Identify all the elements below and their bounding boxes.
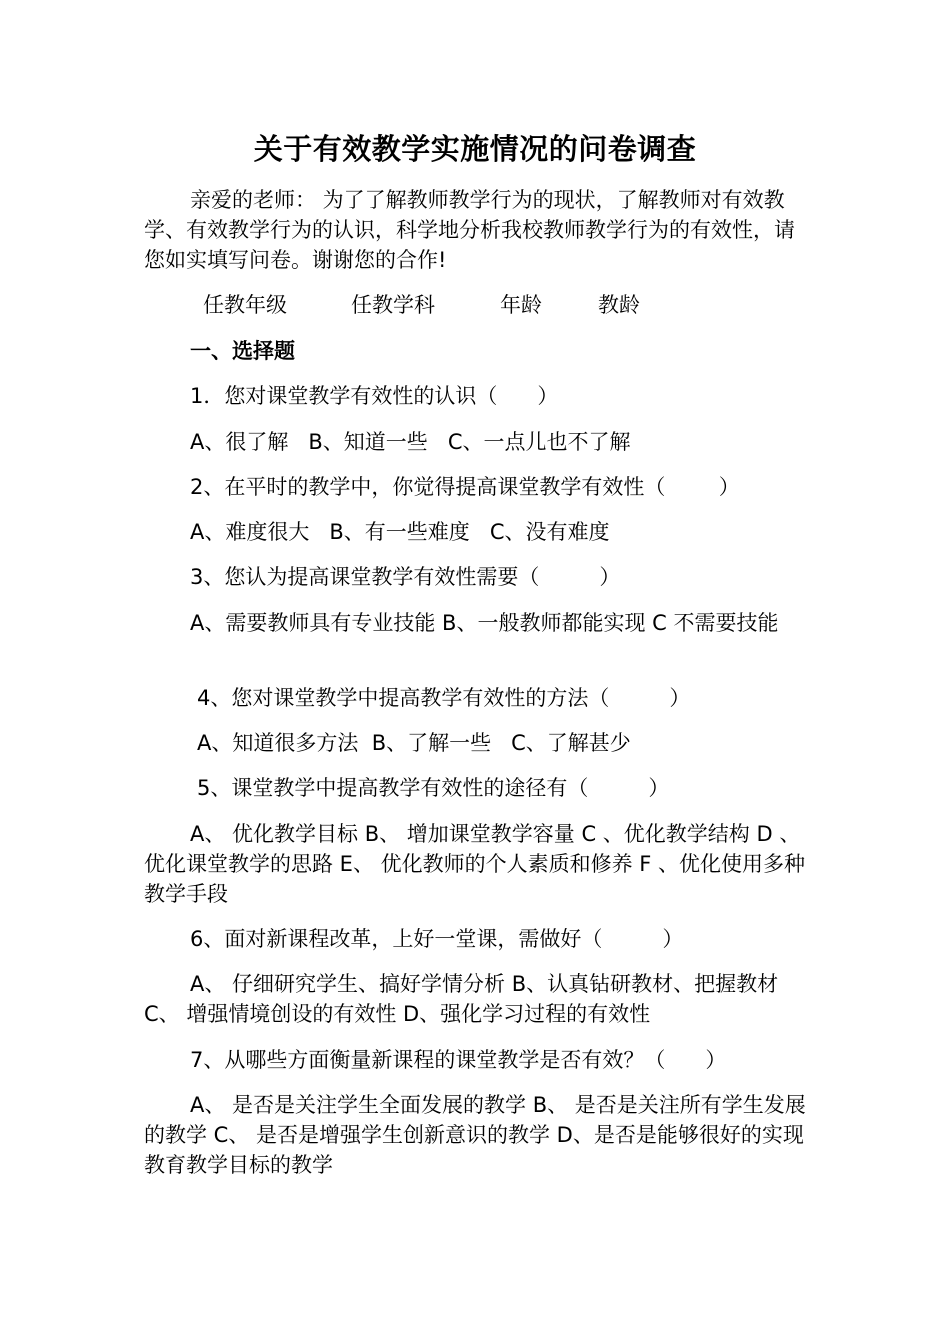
page-title: 关于有效教学实施情况的问卷调查 [253,132,697,166]
info-field-age: 年龄 [500,293,542,317]
question-4-options: A、知道很多方法 B、了解一些 C、了解甚少 [197,731,631,755]
question-1-options: A、很了解 B、知道一些 C、一点儿也不了解 [190,430,631,454]
question-5: 5、课堂教学中提高教学有效性的途径有（ ） [197,776,670,800]
info-fields-row [0,290,950,320]
question-1: 1．您对课堂教学有效性的认识（ ） [190,384,559,408]
question-6: 6、面对新课程改革，上好一堂课，需做好（ ） [190,927,684,951]
question-3-options: A、需要教师具有专业技能 B、一般教师都能实现 C 不需要技能 [190,611,779,635]
info-field-subject: 任教学科 [351,293,435,317]
intro-paragraph: 亲爱的老师： 为了了解教师教学行为的现状，了解教师对有效教学、有效教学行为的认识，科学地分析我校教师教学行为的有效性，请您如实填写问卷。谢谢您的合作! [144,188,795,272]
question-2: 2、在平时的教学中，你觉得提高课堂教学有效性（ ） [190,475,740,499]
question-7: 7、从哪些方面衡量新课程的课堂教学是否有效？（ ） [190,1048,727,1072]
info-field-grade: 任教年级 [203,293,287,317]
question-3: 3、您认为提高课堂教学有效性需要（ ） [190,565,621,589]
info-field-teaching-years: 教龄 [598,293,640,317]
question-2-options: A、难度很大 B、有一些难度 C、没有难度 [190,520,610,544]
question-7-options: A、 是否是关注学生全面发展的教学 B、 是否是关注所有学生发展的教学 C、 是否是增强学生创新意识的教学 D、是否是能够很好的实现教育教学目标的教学 [144,1093,806,1177]
question-4: 4、您对课堂教学中提高教学有效性的方法（ ） [197,686,691,710]
section-heading: 一、选择题 [190,339,295,363]
question-6-options: A、 仔细研究学生、搞好学情分析 B、认真钻研教材、把握教材 C、 增强情境创设的有效性 D、强化学习过程的有效性 [144,972,779,1026]
question-5-options: A、 优化教学目标 B、 增加课堂教学容量 C 、优化教学结构 D 、优化课堂教学的思路 E、 优化教师的个人素质和修养 F 、优化使用多种教学手段 [144,822,806,906]
